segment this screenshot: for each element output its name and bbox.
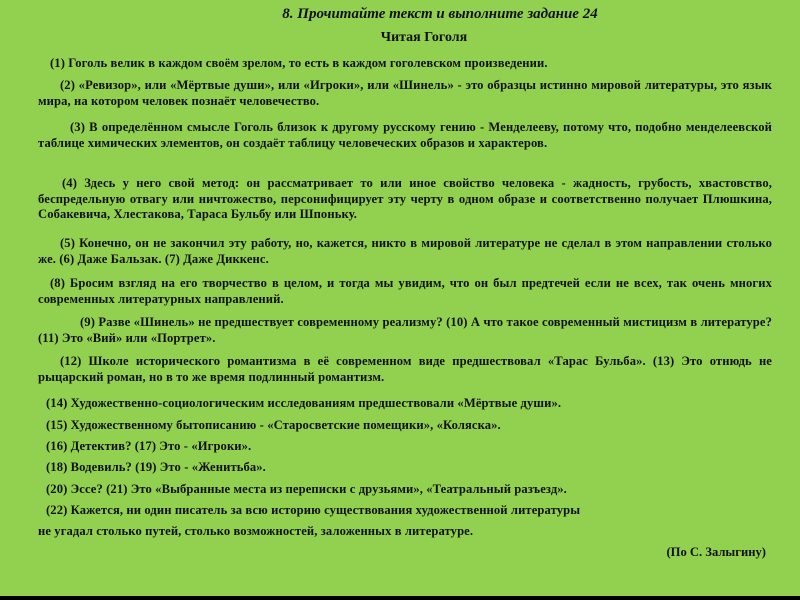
paragraph-7: (9) Разве «Шинель» не предшествует современному реализму? (10) А что такое современный мистицизм в литературе? (11) Это «Вий» или «Портрет». [38, 315, 772, 345]
task-title: 8. Прочитайте текст и выполните задание 24 [282, 6, 598, 22]
paragraph-14-continuation: не угадал столько путей, столько возможностей, заложенных в литературе. [38, 524, 474, 538]
paragraph-1: (1) Гоголь велик в каждом своём зрелом, то есть в каждом гоголевском произведении. [50, 56, 548, 70]
paragraph-13: (20) Эссе? (21) Это «Выбранные места из переписки с друзьями», «Театральный разъезд». [46, 482, 567, 496]
paragraph-3: (3) В определённом смысле Гоголь близок к другому русскому гению - Менделееву, потому что, подобно менделеевской таблице химических элементов, он создаёт таблицу человеческих образов и характеров. [38, 120, 772, 150]
paragraph-4: (4) Здесь у него свой метод: он рассматривает то или иное свойство человека - жадность, грубость, хвастовство, беспредельную отвагу или ничтожество, персонифицирует эту черту в одном образе и соответственно получает Плюшкина, Собакевича, Хлестакова, Тараса Бульбу или Шпоньку. [38, 176, 772, 221]
paragraph-6: (8) Бросим взгляд на его творчество в целом, и тогда мы увидим, что он был предтечей если не всех, так очень многих современных литературных направлений. [38, 276, 772, 306]
paragraph-10: (15) Художественному бытописанию - «Старосветские помещики», «Коляска». [46, 418, 501, 432]
paragraph-11: (16) Детектив? (17) Это - «Игроки». [46, 439, 252, 453]
paragraph-5: (5) Конечно, он не закончил эту работу, но, кажется, никто в мировой литературе не сделал в этом направлении столько же. (6) Даже Бальзак. (7) Даже Диккенс. [38, 236, 772, 266]
author-attribution: (По С. Залыгину) [666, 545, 766, 559]
paragraph-9: (14) Художественно-социологическим исследованиям предшествовали «Мёртвые души». [46, 396, 562, 410]
paragraph-2: (2) «Ревизор», или «Мёртвые души», или «Игроки», или «Шинель» - это образцы истинно мировой литературы, это язык мира, на котором человек познаёт человечество. [38, 78, 772, 108]
paragraph-12: (18) Водевиль? (19) Это - «Женитьба». [46, 460, 266, 474]
paragraph-14: (22) Кажется, ни один писатель за всю историю существования художественной литературы [46, 503, 581, 517]
text-title: Читая Гоголя [380, 30, 468, 45]
paragraph-8: (12) Школе исторического романтизма в её современном виде предшествовал «Тарас Бульба». (13) Это отнюдь не рыцарский роман, но в то же время подлинный романтизм. [38, 354, 772, 384]
